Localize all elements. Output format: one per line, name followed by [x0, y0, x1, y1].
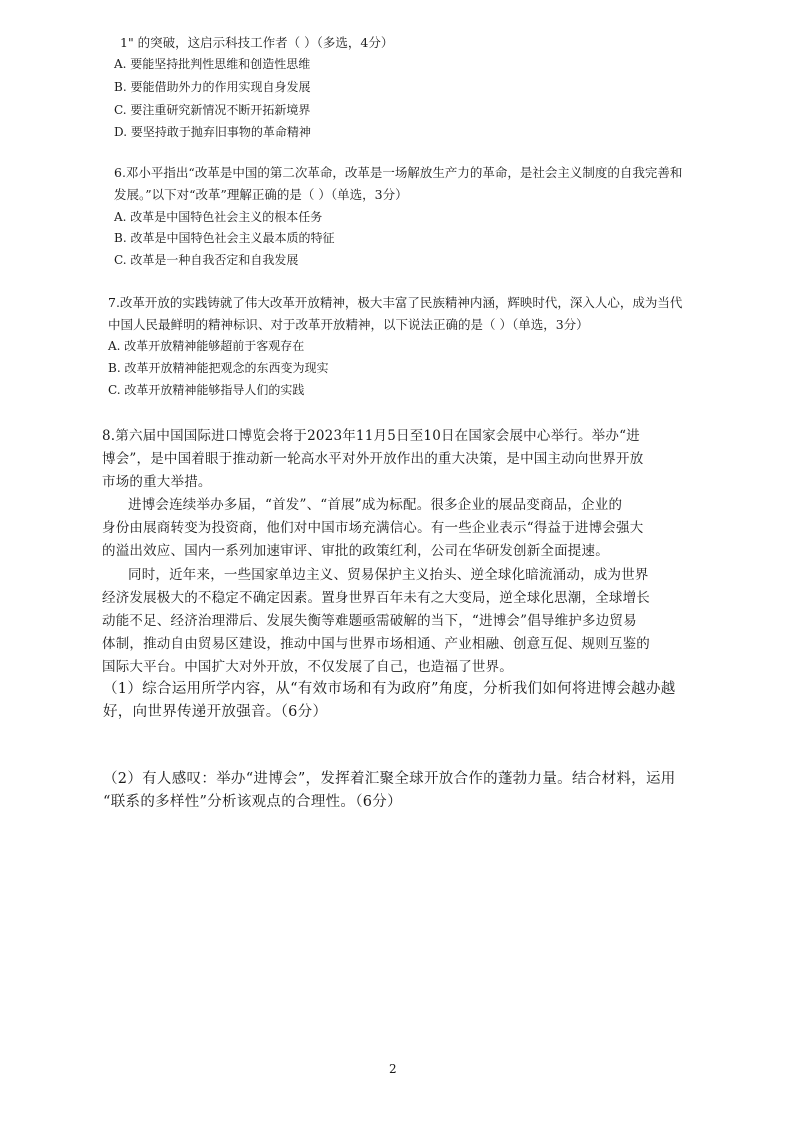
q7-stem-line-1: 7.改革开放的实践铸就了伟大改革开放精神，极大丰富了民族精神内涵，辉映时代，深入人心，成为当代 [108, 295, 683, 310]
q5-option-d: D. 要坚持敢于抛弃旧事物的革命精神 [114, 125, 311, 139]
q6-stem-line-2: 发展。”以下对“改革”理解正确的是（ ）（单选，3分） [114, 187, 408, 202]
q8-sub2-line-2: “联系的多样性”分析该观点的合理性。（6分） [103, 794, 402, 810]
q8-line-6: 的溢出效应、国内一系列加速审评、审批的政策红利，公司在华研发创新全面提速。 [102, 543, 609, 559]
q8-line-11: 国际大平台。中国扩大对外开放，不仅发展了自己，也造福了世界。 [102, 659, 513, 675]
q8-sub1-line-2: 好，向世界传递开放强音。（6分） [103, 704, 328, 720]
q6-option-b: B. 改革是中国特色社会主义最本质的特征 [114, 231, 335, 245]
q5-option-a: A. 要能坚持批判性思维和创造性思维 [114, 57, 311, 71]
q8-line-7: 同时，近年来，一些国家单边主义、贸易保护主义抬头、逆全球化暗流涌动，成为世界 [128, 567, 649, 583]
q6-stem-line-1: 6.邓小平指出“改革是中国的第二次革命，改革是一场解放生产力的革命，是社会主义制度的自我完善和 [114, 165, 683, 180]
q8-line-2: 博会”，是中国着眼于推动新一轮高水平对外开放作出的重大决策，是中国主动向世界开放 [102, 451, 644, 467]
q7-option-a: A. 改革开放精神能够超前于客观存在 [108, 339, 305, 353]
q8-line-3: 市场的重大举措。 [102, 474, 212, 490]
q7-stem-line-2: 中国人民最鲜明的精神标识、对于改革开放精神，以下说法正确的是（ ）（单选，3分） [108, 317, 589, 332]
page-number: 2 [389, 1062, 397, 1076]
q5-option-c: C. 要注重研究新情况不断开拓新境界 [114, 103, 311, 117]
q6-option-a: A. 改革是中国特色社会主义的根本任务 [114, 210, 323, 224]
q8-line-10: 体制，推动自由贸易区建设，推动中国与世界市场相通、产业相融、创意互促、规则互鉴的 [102, 636, 650, 652]
q5-intro: 1" 的突破，这启示科技工作者（ ）（多选，4分） [120, 35, 394, 50]
q8-line-5: 身份由展商转变为投资商，他们对中国市场充满信心。有一些企业表示“得益于进博会强大 [102, 520, 644, 536]
q8-line-4: 进博会连续举办多届，“首发”、“首展”成为标配。很多企业的展品变商品，企业的 [128, 497, 623, 513]
q7-option-b: B. 改革开放精神能把观念的东西变为现实 [108, 361, 329, 375]
q6-option-c: C. 改革是一种自我否定和自我发展 [114, 253, 299, 267]
q5-option-b: B. 要能借助外力的作用实现自身发展 [114, 80, 311, 94]
q8-line-8: 经济发展极大的不稳定不确定因素。置身世界百年未有之大变局，逆全球化思潮，全球增长 [102, 590, 650, 606]
q8-line-9: 动能不足、经济治理滞后、发展失衡等难题亟需破解的当下，“进博会”倡导维护多边贸易 [102, 613, 637, 629]
q8-sub1-line-1: （1）综合运用所学内容，从“有效市场和有为政府”角度，分析我们如何将进博会越办越 [103, 681, 676, 697]
q8-line-1: 8.第六届中国国际进口博览会将于2023年11月5日至10日在国家会展中心举行。举办“进 [102, 428, 640, 444]
q7-option-c: C. 改革开放精神能够指导人们的实践 [108, 383, 305, 397]
q8-sub2-line-1: （2）有人感叹：举办“进博会”，发挥着汇聚全球开放合作的蓬勃力量。结合材料，运用 [103, 771, 676, 787]
